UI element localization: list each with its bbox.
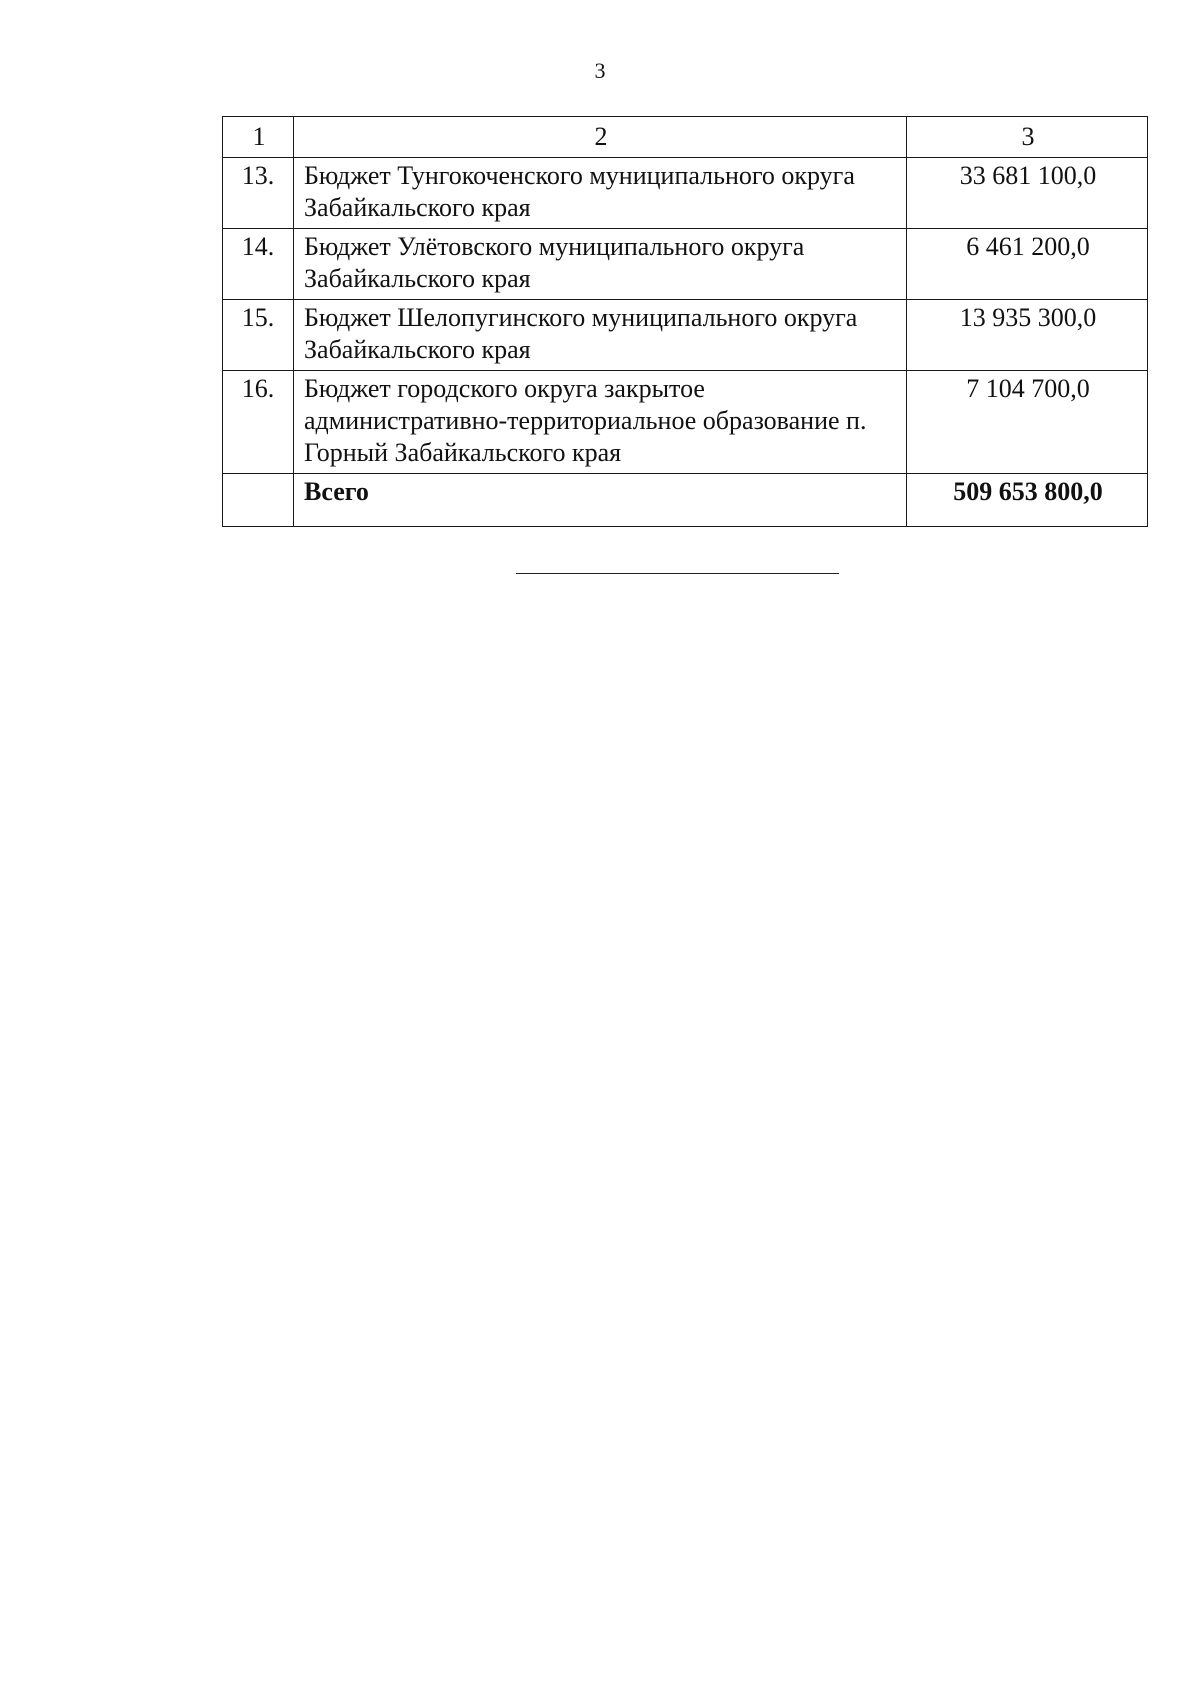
row-number: 16. — [223, 371, 294, 474]
budget-name: Бюджет Тунгокоченского муниципального округа Забайкальского края — [294, 158, 907, 229]
row-number: 14. — [223, 229, 294, 300]
table-row — [223, 300, 1148, 371]
header-cell-2: 2 — [294, 117, 907, 158]
budget-table — [222, 116, 1148, 527]
row-number: 13. — [223, 158, 294, 229]
budget-amount: 33 681 100,0 — [907, 158, 1148, 229]
total-amount: 509 653 800,0 — [907, 474, 1148, 527]
budget-amount: 13 935 300,0 — [907, 300, 1148, 371]
budget-amount: 6 461 200,0 — [907, 229, 1148, 300]
budget-name: Бюджет Шелопугинского муниципального округа Забайкальского края — [294, 300, 907, 371]
table-row — [223, 158, 1148, 229]
header-cell-1: 1 — [223, 117, 294, 158]
budget-name: Бюджет Улётовского муниципального округа Забайкальского края — [294, 229, 907, 300]
end-of-document-rule — [516, 573, 839, 574]
table-row — [223, 229, 1148, 300]
total-label: Всего — [294, 474, 907, 527]
row-number: 15. — [223, 300, 294, 371]
table-row — [223, 371, 1148, 474]
page-number: 3 — [594, 58, 606, 83]
budget-name: Бюджет городского округа закрытое административно-территориальное образование п. Горный Забайкальского края — [294, 371, 907, 474]
total-number-cell — [223, 474, 294, 527]
budget-amount: 7 104 700,0 — [907, 371, 1148, 474]
total-row — [223, 474, 1148, 527]
table-header-row — [223, 117, 1148, 158]
header-cell-3: 3 — [907, 117, 1148, 158]
